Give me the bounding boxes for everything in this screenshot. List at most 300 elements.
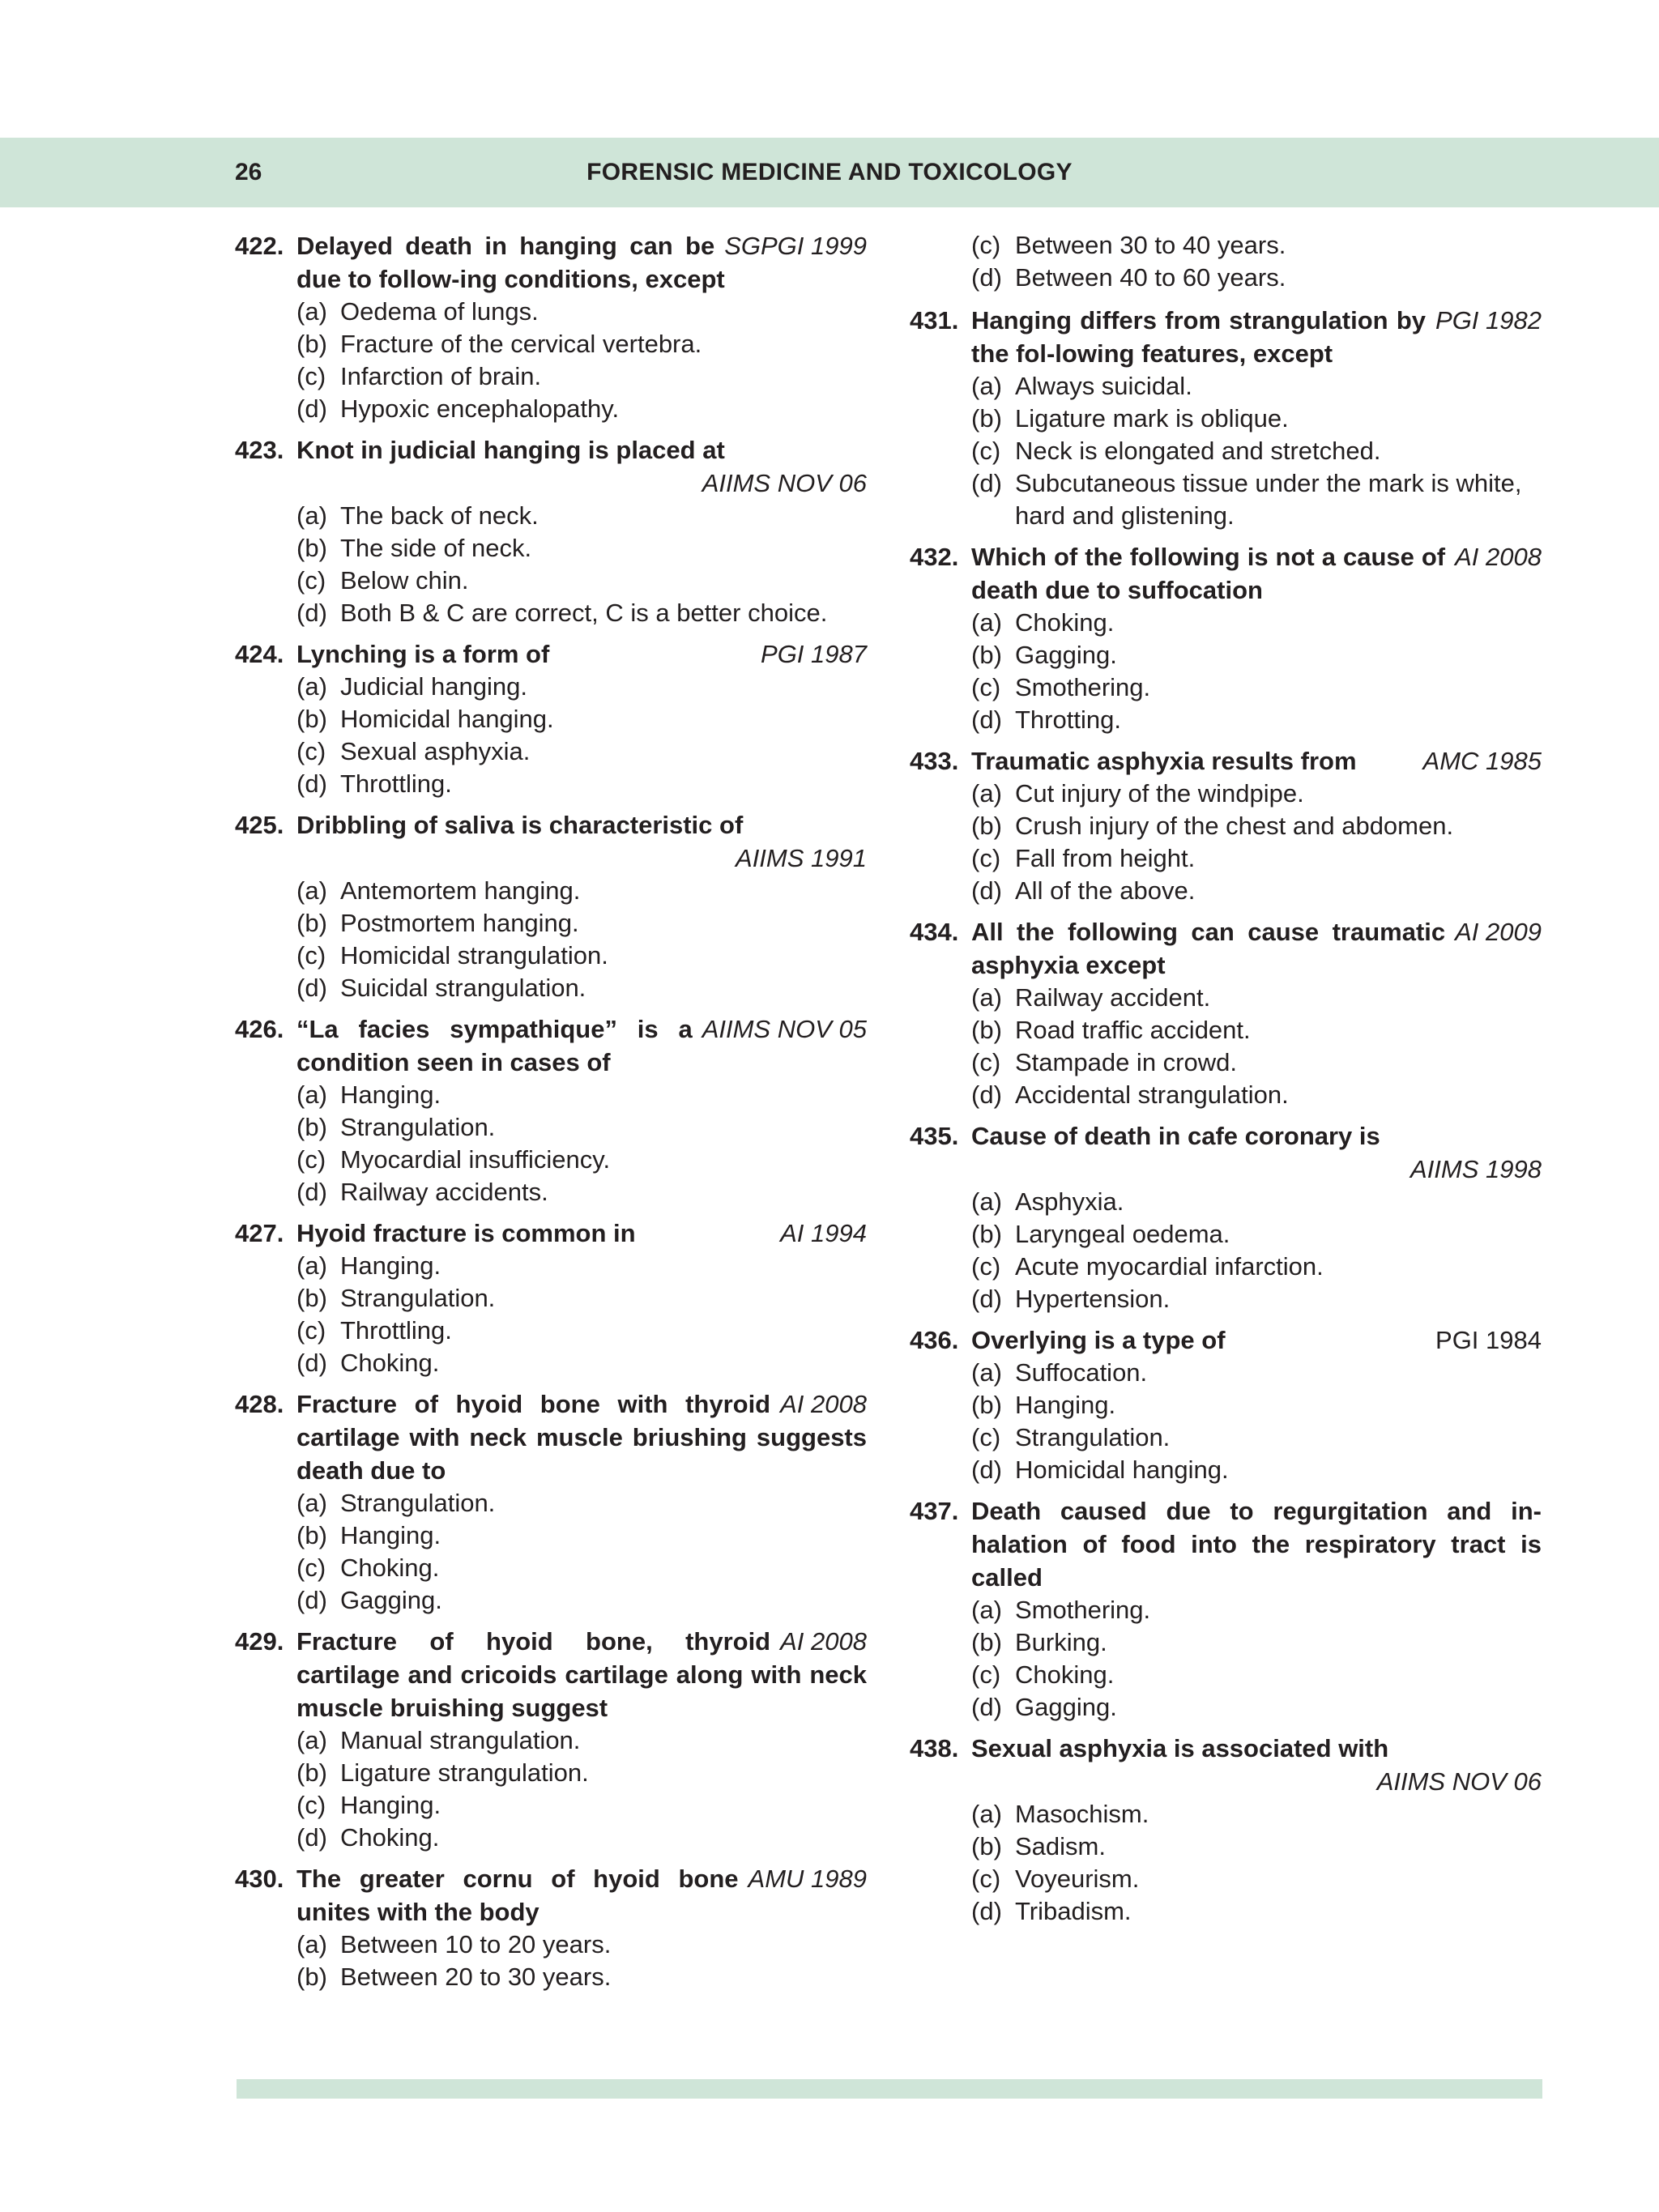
question-item (910, 304, 1542, 532)
option-letter: (b) (971, 1628, 1002, 1656)
question-source: SGPGI 1999 (724, 232, 867, 260)
option-text: Masochism. (1015, 1800, 1149, 1828)
answer-option (235, 328, 867, 360)
answer-option (910, 639, 1542, 671)
question-text (971, 1494, 1542, 1594)
question-stem (235, 1862, 867, 1929)
answer-option (910, 1014, 1542, 1046)
option-letter: (c) (296, 1145, 326, 1174)
question-stem (235, 229, 867, 296)
question-text (296, 229, 867, 296)
option-text: Asphyxia. (1015, 1187, 1124, 1216)
option-letter: (a) (971, 608, 1002, 637)
option-text: Strangulation. (340, 1284, 496, 1312)
answer-option (910, 1079, 1542, 1111)
answer-option (910, 1863, 1542, 1895)
option-text: Manual strangulation. (340, 1726, 581, 1754)
question-text (296, 808, 867, 875)
answer-option (235, 703, 867, 735)
option-letter: (d) (971, 263, 1002, 292)
option-text: Homicidal hanging. (340, 705, 554, 733)
question-stem (235, 808, 867, 875)
question-item (235, 637, 867, 800)
option-letter: (d) (296, 394, 327, 423)
answer-option (910, 1046, 1542, 1079)
option-text: Sadism. (1015, 1832, 1106, 1860)
question-number: 427. (235, 1219, 284, 1247)
option-letter: (b) (296, 705, 327, 733)
question-text (296, 1862, 867, 1929)
answer-option (910, 810, 1542, 842)
question-text (971, 304, 1542, 370)
option-text: Throttling. (340, 769, 452, 798)
question-stem (235, 1012, 867, 1079)
option-text: Antemortem hanging. (340, 876, 581, 905)
question-source: PGI 1984 (1435, 1326, 1542, 1354)
answer-option (910, 1691, 1542, 1724)
question-source: AMU 1989 (748, 1865, 867, 1893)
question-stem (235, 433, 867, 500)
question-stem (910, 915, 1542, 982)
answer-option (235, 1347, 867, 1379)
question-number: 437. (910, 1497, 959, 1525)
option-letter: (b) (296, 909, 327, 937)
option-text: Stampade in crowd. (1015, 1048, 1237, 1076)
option-letter: (b) (296, 534, 327, 562)
option-text: Crush injury of the chest and abdomen. (1015, 812, 1454, 840)
option-letter: (b) (296, 1758, 327, 1787)
option-letter: (c) (296, 1316, 326, 1345)
question-item (910, 1732, 1542, 1928)
option-text: Subcutaneous tissue under the mark is white, hard and glistening. (1015, 469, 1522, 530)
option-letter: (c) (971, 231, 1001, 259)
question-text (296, 1625, 867, 1724)
option-text: Ligature mark is oblique. (1015, 404, 1289, 433)
question-text (971, 915, 1542, 982)
option-text: Between 40 to 60 years. (1015, 263, 1286, 292)
option-letter: (d) (971, 469, 1002, 497)
option-text: Railway accidents. (340, 1178, 548, 1206)
question-stem-text: Lynching is a form of (296, 640, 550, 668)
option-letter: (a) (971, 1800, 1002, 1828)
option-text: Laryngeal oedema. (1015, 1220, 1230, 1248)
answer-option (910, 671, 1542, 704)
answer-option (910, 1421, 1542, 1454)
option-text: Suffocation. (1015, 1358, 1148, 1387)
left-column (235, 229, 867, 2001)
option-text: Tribadism. (1015, 1897, 1132, 1925)
answer-option (910, 370, 1542, 403)
option-text: Strangulation. (340, 1489, 496, 1517)
question-stem (235, 637, 867, 671)
option-letter: (b) (971, 1016, 1002, 1044)
answer-option (235, 1487, 867, 1519)
option-text: Ligature strangulation. (340, 1758, 589, 1787)
option-letter: (b) (971, 641, 1002, 669)
answer-option (235, 296, 867, 328)
option-list (235, 296, 867, 425)
option-text: Burking. (1015, 1628, 1107, 1656)
question-source: AIIMS 1998 (1410, 1155, 1542, 1183)
option-letter: (d) (971, 1897, 1002, 1925)
question-number: 423. (235, 436, 284, 464)
question-number: 425. (235, 811, 284, 839)
question-number: 428. (235, 1390, 284, 1418)
option-letter: (d) (296, 1178, 327, 1206)
answer-option (235, 1079, 867, 1111)
answer-option (235, 1757, 867, 1789)
option-list (910, 778, 1542, 907)
option-letter: (c) (296, 941, 326, 970)
question-item (235, 229, 867, 425)
answer-option (910, 262, 1542, 294)
option-text: Smothering. (1015, 673, 1151, 701)
answer-option (235, 597, 867, 629)
answer-option (235, 940, 867, 972)
answer-option (235, 735, 867, 768)
option-letter: (c) (296, 737, 326, 765)
answer-option (910, 1659, 1542, 1691)
question-stem-text: Hyoid fracture is common in (296, 1219, 636, 1247)
option-text: Acute myocardial infarction. (1015, 1252, 1324, 1281)
answer-option (235, 1176, 867, 1208)
answer-option (910, 704, 1542, 736)
question-source: AI 2008 (1455, 543, 1542, 571)
question-stem (235, 1625, 867, 1724)
page-number: 26 (235, 159, 262, 185)
answer-option (235, 360, 867, 393)
question-number: 434. (910, 918, 959, 946)
question-number: 435. (910, 1122, 959, 1150)
question-stem-text: Fracture of hyoid bone with thyroid cartilage with neck muscle briushing suggests death due to (296, 1390, 867, 1485)
question-number: 429. (235, 1627, 284, 1656)
question-item (235, 1217, 867, 1379)
option-letter: (b) (971, 1832, 1002, 1860)
option-letter: (a) (296, 1080, 327, 1109)
option-text: Infarction of brain. (340, 362, 542, 390)
question-item (910, 1323, 1542, 1486)
question-item (910, 915, 1542, 1111)
answer-option (235, 1822, 867, 1854)
option-text: Both B & C are correct, C is a better choice. (340, 599, 828, 627)
option-text: Road traffic accident. (1015, 1016, 1251, 1044)
option-letter: (c) (971, 1865, 1001, 1893)
question-stem-text: Sexual asphyxia is associated with (971, 1734, 1389, 1762)
right-column (910, 229, 1542, 1936)
option-letter: (a) (296, 1251, 327, 1280)
answer-option (910, 778, 1542, 810)
question-stem (910, 1323, 1542, 1357)
question-stem-text: Delayed death in hanging can be due to follow-ing conditions, except (296, 232, 725, 293)
option-letter: (a) (296, 1930, 327, 1958)
question-stem (235, 1387, 867, 1487)
answer-option (235, 1724, 867, 1757)
question-stem-text: Traumatic asphyxia results from (971, 747, 1357, 775)
question-number: 430. (235, 1865, 284, 1893)
option-letter: (a) (971, 1358, 1002, 1387)
answer-option (910, 229, 1542, 262)
option-text: Gagging. (340, 1586, 442, 1614)
answer-option (235, 1250, 867, 1282)
option-letter: (b) (971, 404, 1002, 433)
option-text: Homicidal hanging. (1015, 1455, 1229, 1484)
option-text: Oedema of lungs. (340, 297, 539, 326)
option-text: Between 30 to 40 years. (1015, 231, 1286, 259)
option-text: Fracture of the cervical vertebra. (340, 330, 702, 358)
option-list (910, 982, 1542, 1111)
option-text: Choking. (340, 1823, 440, 1852)
option-list (235, 671, 867, 800)
option-text: Judicial hanging. (340, 672, 527, 701)
answer-option (235, 875, 867, 907)
option-list (910, 370, 1542, 532)
question-stem (235, 1217, 867, 1250)
option-letter: (a) (971, 779, 1002, 808)
question-item (235, 808, 867, 1004)
option-letter: (d) (296, 769, 327, 798)
question-source: AIIMS 1991 (736, 844, 867, 872)
question-item (910, 744, 1542, 907)
question-stem-text: All the following can cause traumatic asphyxia except (971, 918, 1446, 979)
option-text: Between 10 to 20 years. (340, 1930, 612, 1958)
option-text: Choking. (340, 1554, 440, 1582)
option-letter: (d) (971, 876, 1002, 905)
option-letter: (b) (296, 1963, 327, 1991)
question-number: 422. (235, 232, 284, 260)
answer-option (910, 435, 1542, 467)
question-text (971, 1732, 1542, 1798)
option-letter: (c) (971, 673, 1001, 701)
answer-option (235, 1584, 867, 1617)
answer-option (235, 768, 867, 800)
option-list (235, 1079, 867, 1208)
option-text: Sexual asphyxia. (340, 737, 531, 765)
option-text: The side of neck. (340, 534, 532, 562)
question-stem-text: Fracture of hyoid bone, thyroid cartilage and cricoids cartilage along with neck muscle bruishing suggest (296, 1627, 867, 1722)
question-stem-text: Knot in judicial hanging is placed at (296, 436, 725, 464)
option-text: Choking. (340, 1349, 440, 1377)
option-text: Gagging. (1015, 641, 1117, 669)
question-source: AI 1994 (780, 1219, 867, 1247)
answer-option (910, 1357, 1542, 1389)
answer-option (235, 972, 867, 1004)
option-list (235, 1250, 867, 1379)
option-text: Accidental strangulation. (1015, 1080, 1289, 1109)
option-text: Between 20 to 30 years. (340, 1963, 612, 1991)
option-text: Throttling. (340, 1316, 452, 1345)
question-stem-text: Which of the following is not a cause of death due to suffocation (971, 543, 1446, 604)
question-text (296, 1387, 867, 1487)
answer-option (235, 1282, 867, 1315)
option-list (235, 875, 867, 1004)
option-letter: (b) (971, 1220, 1002, 1248)
question-stem-text: “La facies sympathique” is a condition seen in cases of (296, 1015, 693, 1076)
option-letter: (a) (971, 983, 1002, 1012)
question-text (296, 1012, 867, 1079)
answer-option (235, 1519, 867, 1552)
answer-option (235, 1315, 867, 1347)
option-letter: (c) (971, 1423, 1001, 1451)
option-text: Hypoxic encephalopathy. (340, 394, 620, 423)
question-source: AI 2008 (780, 1390, 867, 1418)
question-item (910, 1494, 1542, 1724)
option-letter: (b) (296, 1113, 327, 1141)
option-text: Always suicidal. (1015, 372, 1192, 400)
question-stem-text: Cause of death in cafe coronary is (971, 1122, 1380, 1150)
question-source: AI 2008 (780, 1627, 867, 1656)
question-stem (910, 744, 1542, 778)
question-item (235, 433, 867, 629)
option-letter: (d) (296, 599, 327, 627)
option-letter: (c) (971, 1660, 1001, 1689)
answer-option (910, 403, 1542, 435)
question-number: 431. (910, 306, 959, 335)
option-text: Throtting. (1015, 705, 1121, 734)
question-stem-text: Death caused due to regurgitation and in-halation of food into the respiratory tract is called (971, 1497, 1542, 1592)
option-letter: (a) (971, 372, 1002, 400)
option-letter: (c) (296, 362, 326, 390)
option-letter: (d) (971, 705, 1002, 734)
question-stem (910, 304, 1542, 370)
question-number: 433. (910, 747, 959, 775)
question-item (235, 1387, 867, 1617)
option-letter: (b) (971, 1391, 1002, 1419)
answer-option (235, 565, 867, 597)
option-text: Railway accident. (1015, 983, 1211, 1012)
option-letter: (d) (296, 974, 327, 1002)
option-text: Postmortem hanging. (340, 909, 579, 937)
option-list (910, 1357, 1542, 1486)
option-letter: (b) (296, 1521, 327, 1549)
question-item (235, 1862, 867, 1993)
question-source: AI 2009 (1455, 918, 1542, 946)
answer-option (910, 1798, 1542, 1831)
option-list (910, 607, 1542, 736)
answer-option (910, 1626, 1542, 1659)
option-list (235, 1487, 867, 1617)
answer-option (910, 982, 1542, 1014)
option-text: The back of neck. (340, 501, 539, 530)
option-letter: (d) (971, 1455, 1002, 1484)
option-text: Choking. (1015, 608, 1115, 637)
question-source: AIIMS NOV 06 (702, 469, 867, 497)
answer-option (235, 1789, 867, 1822)
answer-option (910, 1389, 1542, 1421)
answer-option (910, 875, 1542, 907)
answer-option (910, 1594, 1542, 1626)
option-text: All of the above. (1015, 876, 1196, 905)
option-text: Strangulation. (340, 1113, 496, 1141)
question-text (971, 540, 1542, 607)
question-item (910, 1119, 1542, 1315)
question-number: 432. (910, 543, 959, 571)
option-letter: (c) (296, 1554, 326, 1582)
question-stem (910, 1494, 1542, 1594)
question-source: AMC 1985 (1422, 747, 1542, 775)
option-letter: (d) (971, 1693, 1002, 1721)
answer-option (910, 607, 1542, 639)
answer-option (910, 1186, 1542, 1218)
option-text: Below chin. (340, 566, 469, 595)
option-letter: (b) (296, 1284, 327, 1312)
option-text: Suicidal strangulation. (340, 974, 586, 1002)
answer-option (910, 842, 1542, 875)
question-source: PGI 1982 (1435, 306, 1542, 335)
option-text: Hypertension. (1015, 1285, 1171, 1313)
option-letter: (d) (971, 1080, 1002, 1109)
question-stem (910, 1119, 1542, 1186)
option-list (235, 500, 867, 629)
question-source: PGI 1987 (761, 640, 867, 668)
option-text: Smothering. (1015, 1596, 1151, 1624)
question-number: 436. (910, 1326, 959, 1354)
option-text: Fall from height. (1015, 844, 1196, 872)
question-stem (910, 1732, 1542, 1798)
option-letter: (a) (296, 501, 327, 530)
question-item (235, 1625, 867, 1854)
option-text: Neck is elongated and stretched. (1015, 437, 1381, 465)
option-letter: (c) (971, 1252, 1001, 1281)
answer-option (235, 1552, 867, 1584)
question-item (235, 1012, 867, 1208)
option-letter: (c) (971, 437, 1001, 465)
continued-options (910, 229, 1542, 294)
question-item (910, 540, 1542, 736)
option-letter: (d) (296, 1823, 327, 1852)
question-number: 426. (235, 1015, 284, 1043)
question-text (296, 1217, 867, 1250)
option-letter: (a) (971, 1187, 1002, 1216)
option-list (235, 1929, 867, 1993)
answer-option (910, 1454, 1542, 1486)
option-text: Homicidal strangulation. (340, 941, 608, 970)
option-text: Choking. (1015, 1660, 1115, 1689)
option-letter: (d) (296, 1349, 327, 1377)
question-stem-text: Dribbling of saliva is characteristic of (296, 811, 744, 839)
option-letter: (a) (971, 1596, 1002, 1624)
option-text: Myocardial insufficiency. (340, 1145, 611, 1174)
question-source: AIIMS NOV 05 (702, 1015, 867, 1043)
option-letter: (c) (296, 1791, 326, 1819)
option-letter: (c) (971, 844, 1001, 872)
option-letter: (a) (296, 672, 327, 701)
answer-option (910, 1831, 1542, 1863)
option-text: Hanging. (340, 1791, 441, 1819)
answer-option (910, 1251, 1542, 1283)
footer-band (237, 2079, 1542, 2099)
option-list (910, 1798, 1542, 1928)
option-list (235, 1724, 867, 1854)
answer-option (235, 393, 867, 425)
answer-option (910, 1283, 1542, 1315)
option-text: Strangulation. (1015, 1423, 1171, 1451)
answer-option (235, 671, 867, 703)
option-letter: (b) (971, 812, 1002, 840)
question-text (971, 1119, 1542, 1186)
option-letter: (a) (296, 876, 327, 905)
question-text (971, 1323, 1542, 1357)
option-list (910, 1594, 1542, 1724)
option-text: Gagging. (1015, 1693, 1117, 1721)
question-stem-text: Hanging differs from strangulation by the fol-lowing features, except (971, 306, 1427, 368)
option-letter: (a) (296, 297, 327, 326)
option-letter: (c) (296, 566, 326, 595)
option-letter: (a) (296, 1726, 327, 1754)
option-text: Voyeurism. (1015, 1865, 1140, 1893)
option-text: Hanging. (1015, 1391, 1116, 1419)
answer-option (235, 500, 867, 532)
running-head: FORENSIC MEDICINE AND TOXICOLOGY (586, 159, 1073, 185)
